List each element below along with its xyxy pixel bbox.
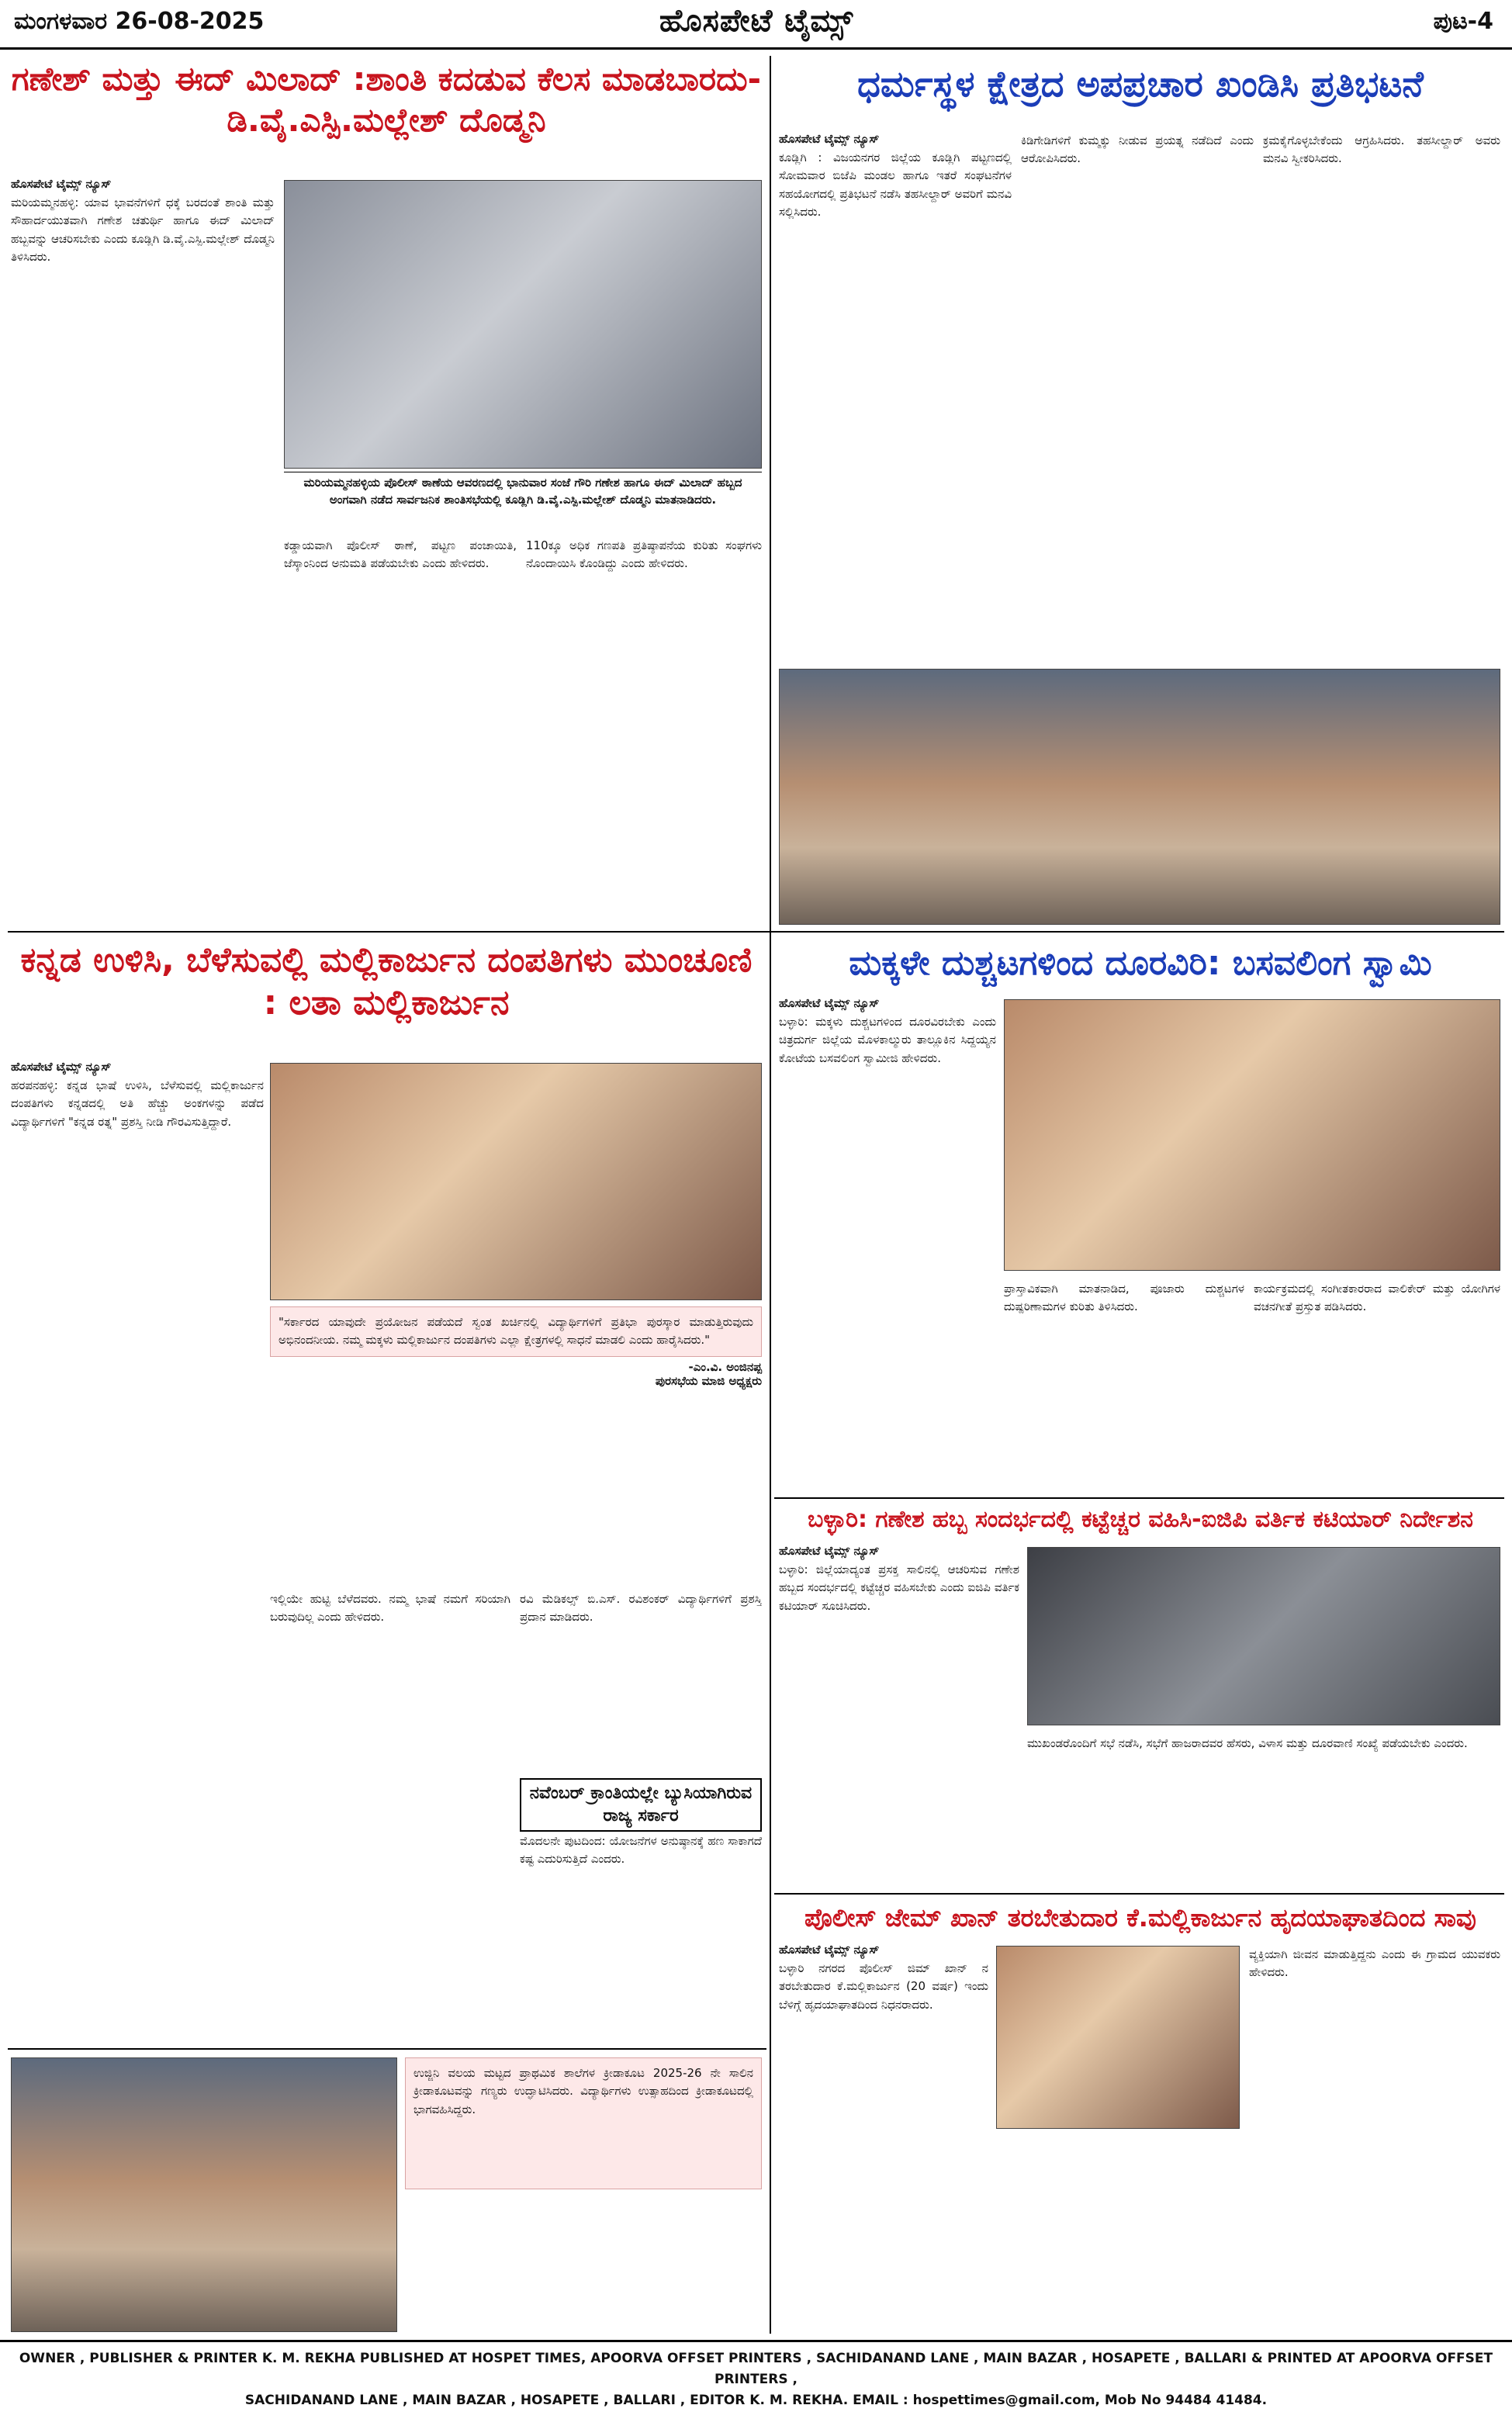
kannada-body-1: ಹರಪನಹಳ್ಳಿ: ಕನ್ನಡ ಭಾಷೆ ಉಳಿಸಿ, ಬೆಳೆಸುವಲ್ಲಿ ಮಲ್ಲಿಕಾರ್ಜುನ ದಂಪತಿಗಳು ಕನ್ನಡದಲ್ಲಿ ಅತಿ ಹೆಚ್ಚು ಅಂಕಗಳನ್ನು ಪಡೆದ ವಿದ್ಯಾರ್ಥಿಗಳಿಗೆ "ಕನ್ನಡ ರತ್ನ" ಪ್ರಶಸ್ತಿ ನೀಡಿ ಗೌರವಿಸುತ್ತಿದ್ದಾರೆ. bbox=[11, 1078, 264, 1129]
kannada-quote-role: ಪುರಸಭೆಯ ಮಾಜಿ ಅಧ್ಯಕ್ಷರು bbox=[655, 1373, 762, 1388]
ballari-headline: ಬಳ್ಳಾರಿ: ಗಣೇಶ ಹಬ್ಬ ಸಂದರ್ಭದಲ್ಲಿ ಕಟ್ಟೆಚ್ಚರ ವಹಿಸಿ-ಐಜಿಪಿ ವರ್ತಿಕ ಕಟಿಯಾರ್ ನಿರ್ದೇಶನ bbox=[808, 1506, 1473, 1533]
dharmasthala-column-1 bbox=[779, 132, 1012, 661]
imprint-line-1: OWNER , PUBLISHER & PRINTER K. M. REKHA PUBLISHED AT HOSPET TIMES, APOORVA OFFSET PRINTERS , SACHIDANAND LANE , MAIN BAZAR , HOSAPETE , BALLARI & PRINTED AT APOORVA OFFSET PRINTERS , bbox=[19, 2351, 1493, 2388]
dharmasthala-body-2: ಕಿಡಿಗೇಡಿಗಳಿಗೆ ಕುಮ್ಮಕ್ಕು ನೀಡುವ ಪ್ರಯತ್ನ ನಡೆದಿದೆ ಎಂದು ಆರೋಪಿಸಿದರು. bbox=[1021, 133, 1254, 166]
dharmasthala-body-1: ಕೂಡ್ಲಿಗಿ : ವಿಜಯನಗರ ಜಿಲ್ಲೆಯ ಕೂಡ್ಲಿಗಿ ಪಟ್ಟಣದಲ್ಲಿ ಸೋಮವಾರ ಬಿಜೆಪಿ ಮಂಡಲ ಹಾಗೂ ಇತರೆ ಸಂಘಟನೆಗಳ ಸಹಯೋಗದಲ್ಲಿ ಪ್ರತಿಭಟನೆ ನಡೆಸಿ ತಹಸೀಲ್ದಾರ್ ಅವರಿಗೆ ಮನವಿ ಸಲ್ಲಿಸಿದರು. bbox=[779, 151, 1012, 219]
dharmasthala-body-3: ಕ್ರಮಕೈಗೊಳ್ಳಬೇಕೆಂದು ಆಗ್ರಹಿಸಿದರು. ತಹಸೀಲ್ದಾರ್ ಅವರು ಮನವಿ ಸ್ವೀಕರಿಸಿದರು. bbox=[1263, 133, 1500, 166]
newspaper-title: ಹೊಸಪೇಟೆ ಟೈಮ್ಸ್ bbox=[659, 3, 854, 39]
makkale-photo bbox=[1004, 999, 1500, 1271]
center-column-divider bbox=[770, 56, 771, 2334]
makkale-headline: ಮಕ್ಕಳೇ ದುಶ್ಚಟಗಳಿಂದ ದೂರವಿರಿ: ಬಸವಲಿಂಗ ಸ್ವಾಮಿ bbox=[849, 943, 1432, 983]
kannada-quote-box bbox=[270, 1306, 762, 1388]
kannada-headline: ಕನ್ನಡ ಉಳಿಸಿ, ಬೆಳೆಸುವಲ್ಲಿ ಮಲ್ಲಿಕಾರ್ಜುನ ದಂಪತಿಗಳು ಮುಂಚೂಣಿ : ಲತಾ ಮಲ್ಲಿಕಾರ್ಜುನ bbox=[20, 940, 753, 1023]
masthead bbox=[0, 0, 1512, 50]
ganesh-eid-photo bbox=[284, 180, 762, 469]
kannada-body-2: ಇಲ್ಲಿಯೇ ಹುಟ್ಟಿ ಬೆಳೆದವರು. ನಮ್ಮ ಭಾಷೆ ನಮಗೆ ಸರಿಯಾಗಿ ಬರುವುದಿಲ್ಲ ಎಂದು ಹೇಳಿದರು. bbox=[270, 1592, 510, 1625]
ganesh-eid-column-1 bbox=[11, 177, 275, 923]
makkale-body-3: ಕಾರ್ಯಕ್ರಮದಲ್ಲಿ ಸಂಗೀತಕಾರರಾದ ವಾಲಿಕೇರ್ ಮತ್ತು ಯೋಗಿಗಳ ವಚನಗೀತೆ ಪ್ರಸ್ತುತ ಪಡಿಸಿದರು. bbox=[1254, 1282, 1500, 1314]
kannada-column-1 bbox=[11, 1060, 264, 2047]
kannada-quote-author: -ಎಂ.ವಿ. ಅಂಜಿನಪ್ಪ bbox=[688, 1359, 762, 1374]
police-gym-column-1 bbox=[779, 1943, 988, 2332]
dharmasthala-byline: ಹೊಸಪೇಟೆ ಟೈಮ್ಸ್ ನ್ಯೂಸ್ bbox=[779, 132, 880, 146]
dharmasthala-protest-photo bbox=[779, 669, 1500, 925]
issue-date: ಮಂಗಳವಾರ 26-08-2025 bbox=[14, 8, 265, 35]
police-gym-body-1: ಬಳ್ಳಾರಿ ನಗರದ ಪೊಲೀಸ್ ಜಿಮ್ ಖಾನ್ ನ ತರಬೇತುದಾರ ಕೆ.ಮಲ್ಲಿಕಾರ್ಜುನ (20 ವರ್ಷ) ಇಂದು ಬೆಳಿಗ್ಗೆ ಹೃದಯಾಘಾತದಿಂದ ನಿಧನರಾದರು. bbox=[779, 1961, 988, 2012]
police-gym-portrait bbox=[996, 1946, 1240, 2129]
november-body: ಮೊದಲನೇ ಪುಟದಿಂದ: ಯೋಜನೆಗಳ ಅನುಷ್ಠಾನಕ್ಕೆ ಹಣ ಸಾಕಾಗದೆ ಕಷ್ಟ ಎದುರಿಸುತ್ತಿದೆ ಎಂದರು. bbox=[520, 1834, 762, 1867]
ganesh-eid-caption: ಮರಿಯಮ್ಮನಹಳ್ಳಿಯ ಪೊಲೀಸ್ ಠಾಣೆಯ ಆವರಣದಲ್ಲಿ ಭಾನುವಾರ ಸಂಜೆ ಗೌರಿ ಗಣೇಶ ಹಾಗೂ ಈದ್ ಮಿಲಾದ್ ಹಬ್ಬದ ಅಂಗವಾಗಿ ನಡೆದ ಸಾರ್ವಜನಿಕ ಶಾಂತಿಸಭೆಯಲ್ಲಿ ಕೂಡ್ಲಿಗಿ ಡಿ.ವೈ.ಎಸ್ಪಿ.ಮಲ್ಲೇಶ್ ದೊಡ್ಮನಿ ಮಾತನಾಡಿದರು. bbox=[284, 472, 762, 529]
police-gym-body-2: ವ್ಯಕ್ತಿಯಾಗಿ ಜೀವನ ಮಾಡುತ್ತಿದ್ದನು ಎಂದು ಈ ಗ್ರಾಮದ ಯುವಕರು ಹೇಳಿದರು. bbox=[1249, 1947, 1500, 1980]
ganesh-eid-body-2: ಕಡ್ಡಾಯವಾಗಿ ಪೊಲೀಸ್ ಠಾಣೆ, ಪಟ್ಟಣ ಪಂಚಾಯಿತಿ, ಜೆಸ್ಕಾಂನಿಂದ ಅನುಮತಿ ಪಡೆಯಬೇಕು ಎಂದು ಹೇಳಿದರು. bbox=[284, 538, 517, 571]
ganesh-eid-byline: ಹೊಸಪೇಟೆ ಟೈಮ್ಸ್ ನ್ಯೂಸ್ bbox=[11, 177, 112, 191]
kannada-award-photo bbox=[270, 1063, 762, 1300]
ganesh-eid-headline: ಗಣೇಶ್ ಮತ್ತು ಈದ್ ಮಿಲಾದ್ :ಶಾಂತಿ ಕದಡುವ ಕೆಲಸ ಮಾಡಬಾರದು-ಡಿ.ವೈ.ಎಸ್ಪಿ.ಮಲ್ಲೇಶ್ ದೊಡ್ಮನಿ bbox=[11, 60, 762, 139]
police-gym-headline: ಪೊಲೀಸ್ ಜೇಮ್ ಖಾನ್ ತರಬೇತುದಾರ ಕೆ.ಮಲ್ಲಿಕಾರ್ಜುನ ಹೃದಯಾಘಾತದಿಂದ ಸಾವು bbox=[804, 1903, 1476, 1933]
ballari-body-2: ಮುಖಂಡರೊಂದಿಗೆ ಸಭೆ ನಡೆಸಿ, ಸಭೆಗೆ ಹಾಜರಾದವರ ಹೆಸರು, ವಿಳಾಸ ಮತ್ತು ದೂರವಾಣಿ ಸಂಖ್ಯೆ ಪಡೆಯಬೇಕು ಎಂದರು. bbox=[1027, 1736, 1468, 1750]
makkale-column-1 bbox=[779, 996, 996, 1494]
ballari-divider bbox=[774, 1497, 1504, 1499]
section-divider-top bbox=[8, 931, 1504, 933]
page-number: ಪುಟ-4 bbox=[1433, 8, 1493, 35]
november-headline: ನವೆಂಬರ್ ಕ್ರಾಂತಿಯಲ್ಲೇ ಬ್ಯುಸಿಯಾಗಿರುವ ರಾಜ್ಯ ಸರ್ಕಾರ bbox=[520, 1778, 762, 1832]
imprint-footer bbox=[0, 2340, 1512, 2409]
sports-text: ಉಜ್ಜಿನಿ ವಲಯ ಮಟ್ಟದ ಪ್ರಾಥಮಿಕ ಶಾಲೆಗಳ ಕ್ರೀಡಾಕೂಟ 2025-26 ನೇ ಸಾಲಿನ ಕ್ರೀಡಾಕೂಟವನ್ನು ಗಣ್ಯರು ಉದ್ಘಾಟಿಸಿದರು. ವಿದ್ಯಾರ್ಥಿಗಳು ಉತ್ಸಾಹದಿಂದ ಕ್ರೀಡಾಕೂಟದಲ್ಲಿ ಭಾಗವಹಿಸಿದ್ದರು. bbox=[405, 2057, 762, 2189]
makkale-body-1: ಬಳ್ಳಾರಿ: ಮಕ್ಕಳು ದುಶ್ಚಟಗಳಿಂದ ದೂರವಿರಬೇಕು ಎಂದು ಚಿತ್ರದುರ್ಗ ಜಿಲ್ಲೆಯ ಮೊಳಕಾಲ್ಮುರು ತಾಲ್ಲೂಕಿನ ಸಿದ್ದಯ್ಯನ ಕೋಟೆಯ ಬಸವಲಿಂಗ ಸ್ವಾಮೀಜಿ ಹೇಳಿದರು. bbox=[779, 1015, 996, 1065]
sports-divider bbox=[8, 2048, 766, 2050]
kannada-quote-text: "ಸರ್ಕಾರದ ಯಾವುದೇ ಪ್ರಯೋಜನ ಪಡೆಯದೆ ಸ್ವಂತ ಖರ್ಚಿನಲ್ಲಿ ವಿದ್ಯಾರ್ಥಿಗಳಿಗೆ ಪ್ರತಿಭಾ ಪುರಸ್ಕಾರ ಮಾಡುತ್ತಿರುವುದು ಅಭಿನಂದನೀಯ. ನಮ್ಮ ಮಕ್ಕಳು ಮಲ್ಲಿಕಾರ್ಜುನ ದಂಪತಿಗಳು ಎಲ್ಲಾ ಕ್ಷೇತ್ರಗಳಲ್ಲಿ ಸಾಧನೆ ಮಾಡಲಿ ಎಂದು ಹಾರೈಸಿದರು." bbox=[270, 1306, 762, 1357]
kannada-body-3: ರವಿ ಮೆಡಿಕಲ್ಸ್ ಬಿ.ಎಸ್. ರವಿಶಂಕರ್ ವಿದ್ಯಾರ್ಥಿಗಳಿಗೆ ಪ್ರಶಸ್ತಿ ಪ್ರದಾನ ಮಾಡಿದರು. bbox=[520, 1592, 762, 1625]
dharmasthala-headline: ಧರ್ಮಸ್ಥಳ ಕ್ಷೇತ್ರದ ಅಪಪ್ರಚಾರ ಖಂಡಿಸಿ ಪ್ರತಿಭಟನೆ bbox=[857, 63, 1424, 105]
ballari-meeting-photo bbox=[1027, 1547, 1500, 1725]
sports-event-photo bbox=[11, 2057, 397, 2332]
imprint-line-2: SACHIDANAND LANE , MAIN BAZAR , HOSAPETE , BALLARI , EDITOR K. M. REKHA. EMAIL : hospettimes@gmail.com, Mob No 94484 41484. bbox=[244, 2393, 1268, 2409]
ballari-body-1: ಬಳ್ಳಾರಿ: ಜಿಲ್ಲೆಯಾದ್ಯಂತ ಪ್ರಸಕ್ತ ಸಾಲಿನಲ್ಲಿ ಆಚರಿಸುವ ಗಣೇಶ ಹಬ್ಬದ ಸಂದರ್ಭದಲ್ಲಿ ಕಟ್ಟೆಚ್ಚರ ವಹಿಸಬೇಕು ಎಂದು ಐಜಿಪಿ ವರ್ತಿಕ ಕಟಿಯಾರ್ ಸೂಚಿಸಿದರು. bbox=[779, 1562, 1019, 1613]
ballari-column-1 bbox=[779, 1544, 1019, 1887]
makkale-byline: ಹೊಸಪೇಟೆ ಟೈಮ್ಸ್ ನ್ಯೂಸ್ bbox=[779, 996, 880, 1010]
ballari-byline: ಹೊಸಪೇಟೆ ಟೈಮ್ಸ್ ನ್ಯೂಸ್ bbox=[779, 1544, 880, 1558]
kannada-byline: ಹೊಸಪೇಟೆ ಟೈಮ್ಸ್ ನ್ಯೂಸ್ bbox=[11, 1060, 112, 1074]
ganesh-eid-body-1: ಮರಿಯಮ್ಮನಹಳ್ಳಿ: ಯಾವ ಭಾವನೆಗಳಿಗೆ ಧಕ್ಕೆ ಬರದಂತೆ ಶಾಂತಿ ಮತ್ತು ಸೌಹಾರ್ದಯುತವಾಗಿ ಗಣೇಶ ಚತುರ್ಥಿ ಹಾಗೂ ಈದ್ ಮಿಲಾದ್ ಹಬ್ಬವನ್ನು ಆಚರಿಸಬೇಕು ಎಂದು ಕೂಡ್ಲಿಗಿ ಡಿ.ವೈ.ಎಸ್ಪಿ.ಮಲ್ಲೇಶ್ ದೊಡ್ಮನಿ ತಿಳಿಸಿದರು. bbox=[11, 196, 275, 264]
police-gym-byline: ಹೊಸಪೇಟೆ ಟೈಮ್ಸ್ ನ್ಯೂಸ್ bbox=[779, 1943, 880, 1957]
ganesh-eid-body-3: 110ಕ್ಕೂ ಅಧಿಕ ಗಣಪತಿ ಪ್ರತಿಷ್ಠಾಪನೆಯ ಕುರಿತು ಸಂಘಗಳು ನೊಂದಾಯಿಸಿ ಕೊಂಡಿದ್ದು ಎಂದು ಹೇಳಿದರು. bbox=[526, 538, 762, 571]
makkale-body-2: ಪ್ರಾಸ್ತಾವಿಕವಾಗಿ ಮಾತನಾಡಿದ, ಪೂಜಾರು ದುಶ್ಚಟಗಳ ದುಷ್ಪರಿಣಾಮಗಳ ಕುರಿತು ತಿಳಿಸಿದರು. bbox=[1004, 1282, 1244, 1314]
police-gym-divider bbox=[774, 1893, 1504, 1895]
